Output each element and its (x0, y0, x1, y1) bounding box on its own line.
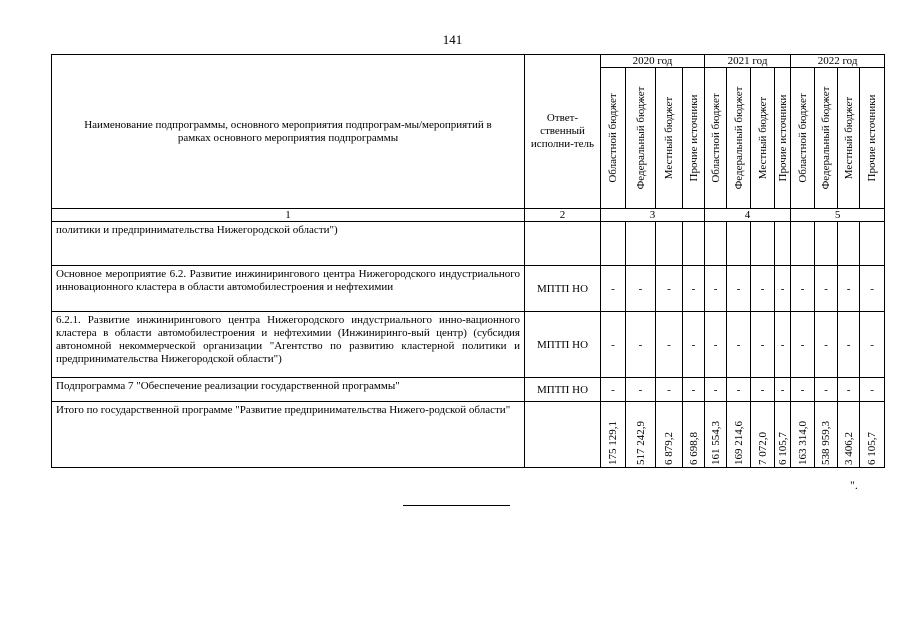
value-cell (683, 402, 705, 468)
sub-header: Областной бюджет (705, 68, 727, 209)
table-row (52, 312, 885, 378)
closing-quote: ". (850, 478, 858, 492)
value-cell (860, 402, 885, 468)
value-cell: - (751, 266, 775, 312)
value-cell (838, 222, 860, 266)
year-2022: 2022 год (791, 55, 885, 68)
value-cell: - (656, 266, 683, 312)
value-cell: - (656, 378, 683, 402)
sub-header: Областной бюджет (791, 68, 815, 209)
value-cell: - (626, 378, 656, 402)
value-cell: - (815, 378, 838, 402)
sub-header: Прочие источники (860, 68, 885, 209)
value-cell: - (727, 312, 751, 378)
value-cell (860, 222, 885, 266)
col-number: 5 (791, 209, 885, 222)
table-row (52, 378, 885, 402)
value-cell (626, 402, 656, 468)
value-cell (683, 222, 705, 266)
value-cell (815, 222, 838, 266)
row-name: Основное мероприятие 6.2. Развитие инжинирингового центра Нижегородского индустриального инновационного кластера в области автомобилестроения и нефтехимии (52, 266, 525, 312)
row-executor (525, 402, 601, 468)
col-number: 1 (52, 209, 525, 222)
value-cell: - (838, 312, 860, 378)
sub-header: Местный бюджет (656, 68, 683, 209)
value-text: 6 105,7 (866, 432, 879, 465)
value-cell: - (860, 266, 885, 312)
value-cell (791, 222, 815, 266)
value-cell (775, 222, 791, 266)
value-text: 6 879,2 (663, 432, 675, 465)
value-cell: - (727, 378, 751, 402)
value-cell (656, 222, 683, 266)
header-name: Наименование подпрограммы, основного мероприятия подпрограм-мы/мероприятий в рамках основного мероприятия подпрограммы (52, 55, 525, 209)
value-text: 169 214,6 (732, 421, 745, 465)
col-number: 4 (705, 209, 791, 222)
sub-header: Местный бюджет (751, 68, 775, 209)
sub-header: Местный бюджет (838, 68, 860, 209)
col-number: 2 (525, 209, 601, 222)
table-row (52, 222, 885, 266)
value-cell: - (838, 266, 860, 312)
value-cell: - (683, 312, 705, 378)
value-cell: - (860, 312, 885, 378)
row-executor (525, 222, 601, 266)
year-2020: 2020 год (601, 55, 705, 68)
value-cell (705, 402, 727, 468)
value-cell (626, 222, 656, 266)
value-text: 6 105,7 (776, 432, 789, 465)
sub-header: Федеральный бюджет (815, 68, 838, 209)
value-cell: - (838, 378, 860, 402)
value-cell: - (656, 312, 683, 378)
value-cell (656, 402, 683, 468)
page-number: 141 (442, 32, 463, 47)
value-cell: - (815, 266, 838, 312)
sub-header: Областной бюджет (601, 68, 626, 209)
value-cell (601, 402, 626, 468)
sub-header: Федеральный бюджет (626, 68, 656, 209)
table-row (52, 402, 885, 468)
col-number: 3 (601, 209, 705, 222)
value-cell: - (751, 378, 775, 402)
value-cell: - (775, 378, 791, 402)
row-executor: МПТП НО (525, 378, 601, 402)
value-cell: - (705, 378, 727, 402)
value-text: 538 959,3 (820, 421, 833, 465)
value-text: 163 314,0 (796, 421, 809, 465)
sub-header: Прочие источники (775, 68, 791, 209)
header-executor: Ответ-ственный исполни-тель (525, 55, 601, 209)
value-cell: - (683, 378, 705, 402)
value-cell (815, 402, 838, 468)
value-cell (751, 402, 775, 468)
value-cell (775, 402, 791, 468)
value-cell: - (727, 266, 751, 312)
row-name: Итого по государственной программе "Развитие предпринимательства Нижего-родской области" (52, 402, 525, 468)
value-cell (838, 402, 860, 468)
value-cell: - (791, 312, 815, 378)
table-row (52, 266, 885, 312)
value-cell: - (601, 378, 626, 402)
value-cell: - (775, 312, 791, 378)
separator-line (403, 505, 510, 506)
value-text: 175 129,1 (607, 421, 619, 465)
value-cell: - (815, 312, 838, 378)
year-2021: 2021 год (705, 55, 791, 68)
value-cell: - (751, 312, 775, 378)
value-cell: - (626, 266, 656, 312)
value-cell: - (683, 266, 705, 312)
value-cell (727, 222, 751, 266)
row-name: Подпрограмма 7 "Обеспечение реализации государственной программы" (52, 378, 525, 402)
value-cell: - (601, 266, 626, 312)
value-text: 161 554,3 (709, 421, 722, 465)
value-cell: - (705, 312, 727, 378)
row-name: политики и предпринимательства Нижегородской области") (52, 222, 525, 266)
value-cell (727, 402, 751, 468)
value-text: 7 072,0 (756, 432, 769, 465)
value-cell: - (601, 312, 626, 378)
value-cell: - (775, 266, 791, 312)
row-name: 6.2.1. Развитие инжинирингового центра Нижегородского индустриального инно-вационного кластера в области автомобилестроения и нефтехимии (Инжиниринго-вый центр) (субсидия автономной некоммерческой организации "Агентство по развитию кластерной политики и предпринимательства Нижегородской области") (52, 312, 525, 378)
row-executor: МПТП НО (525, 266, 601, 312)
value-cell: - (791, 378, 815, 402)
budget-table (51, 54, 885, 468)
value-cell: - (791, 266, 815, 312)
value-cell: - (705, 266, 727, 312)
value-cell (791, 402, 815, 468)
sub-header: Федеральный бюджет (727, 68, 751, 209)
value-text: 6 698,8 (687, 432, 700, 465)
value-text: 517 242,9 (634, 421, 647, 465)
value-cell (751, 222, 775, 266)
value-cell: - (860, 378, 885, 402)
value-cell (601, 222, 626, 266)
value-cell (705, 222, 727, 266)
row-executor: МПТП НО (525, 312, 601, 378)
value-cell: - (626, 312, 656, 378)
sub-header: Прочие источники (683, 68, 705, 209)
value-text: 3 406,2 (842, 432, 855, 465)
